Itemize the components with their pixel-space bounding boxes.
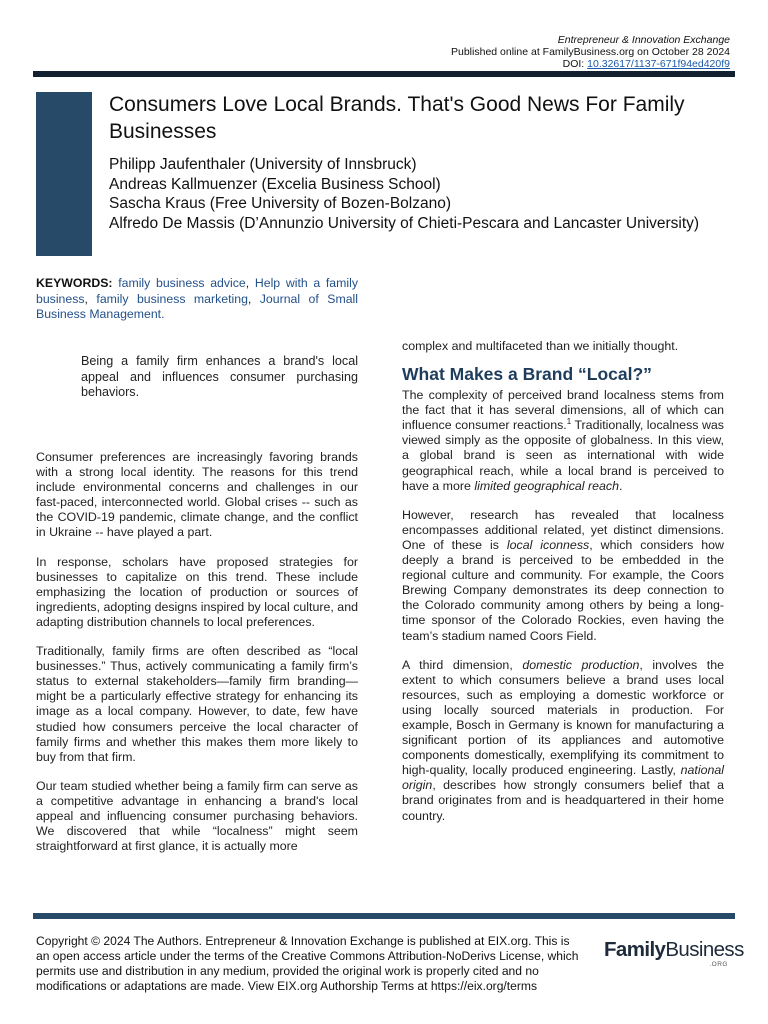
body-paragraph: Our team studied whether being a family firm can serve as a competitive advantage in enhancing a brand's local appeal and influencing consumer purchasing behaviors. We discovered that while “localness” might seem straightforward at first glance, it is actually more: [36, 778, 358, 854]
copyright-notice: Copyright © 2024 The Authors. Entrepreneur & Innovation Exchange is published at EIX.org. This is an open access article under the terms of the Creative Commons Attribution-NoDerivs License, which permits use and distribution in any medium, provided the original work is properly cited and no modifications or adaptations are made. View EIX.org Authorship Terms at https://eix.org/terms: [36, 934, 579, 994]
doi-label: DOI:: [562, 58, 588, 70]
author-item: Philipp Jaufenthaler (University of Innsbruck): [109, 156, 417, 173]
text-run: The complexity of perceived brand localness stems from the fact that it has several dimensions, all of which can influence consumer reactions.: [402, 388, 724, 433]
doi-line: [451, 58, 730, 70]
author-item: Alfredo De Massis (D’Annunzio University of Chieti-Pescara and Lancaster University): [109, 214, 700, 232]
journal-name: Entrepreneur & Innovation Exchange: [557, 34, 730, 46]
text-run: Traditionally, localness was viewed simply as the opposite of globalness. In this view, a global brand is seen as international with wide geographical reach, while a local brand is perceived to have a more: [402, 418, 724, 493]
author-item: Sascha Kraus (Free University of Bozen-Bolzano): [109, 195, 452, 212]
text-run: .: [618, 478, 623, 493]
author-list: [109, 155, 709, 233]
header-rule: [33, 71, 735, 77]
logo-word-business: Business: [665, 938, 744, 961]
keyword-link[interactable]: Help with a family business: [36, 276, 359, 306]
left-column: [36, 450, 358, 868]
keywords-label: KEYWORDS:: [36, 276, 113, 290]
title-accent-bar: [36, 92, 92, 256]
body-paragraph: Consumer preferences are increasingly favoring brands with a strong local identity. The reasons for this trend include environmental concerns and challenges in our fast-paced, interconnected world. Global crises -- such as the COVID-19 pandemic, climate change, and the conflict in Ukraine -- have played a part.: [36, 450, 358, 540]
body-paragraph: [402, 388, 724, 494]
text-run: , involves the extent to which consumers believe a brand uses local resources, such as employing a domestic workforce or using locally sourced materials in production. For example, Bosch in Germany is known for manufacturing a significant portion of its appliances and automotive components domestically, exemplifying its commitment to high-quality, locally produced engineering. Lastly,: [402, 657, 724, 778]
emphasis-term: local iconness: [506, 537, 590, 552]
body-paragraph: In response, scholars have proposed strategies for businesses to capitalize on this trend. These include emphasizing the location of production or sources of ingredients, adopting designs inspired by local culture, and adapting distribution channels to local preferences.: [36, 554, 358, 629]
section-heading: What Makes a Brand “Local?”: [402, 364, 652, 385]
emphasis-term: national origin: [402, 763, 724, 793]
familybusiness-logo[interactable]: [604, 938, 744, 973]
published-line: Published online at FamilyBusiness.org on October 28 2024: [451, 46, 730, 58]
footnote-ref[interactable]: 1: [566, 417, 572, 427]
footer-rule: [33, 913, 735, 919]
publication-meta: [451, 34, 730, 70]
emphasis-term: domestic production: [522, 657, 640, 672]
keywords-end: .: [161, 307, 165, 321]
author-item: Andreas Kallmuenzer (Excelia Business School): [109, 175, 441, 193]
body-paragraph: Traditionally, family firms are often described as “local businesses.” Thus, actively communicating a family firm’s status to external stakeholders—family firm branding—might be a particularly effective strategy for enhancing its image as a local company. However, to date, few have studied how consumers perceive the local character of family firms and whether this makes them more likely to buy from that firm.: [36, 644, 358, 764]
doi-link[interactable]: 10.32617/1137-671f94ed420f9: [587, 58, 730, 70]
text-run: , which considers how deeply a brand is perceived to be embedded in the regional culture and community. For example, the Coors Brewing Company demonstrates its deep connection to the Colorado community among others by being a long-time sponsor of the Colorado Rockies, even having the team’s stadium named Coors Field.: [402, 537, 724, 643]
body-paragraph: [402, 508, 724, 644]
continuation-paragraph: complex and multifaceted than we initially thought.: [402, 339, 679, 353]
article-title: Consumers Love Local Brands. That's Good News For Family Businesses: [109, 93, 685, 143]
emphasis-term: limited geographical reach: [474, 478, 619, 493]
logo-tld: .ORG: [709, 961, 728, 968]
body-paragraph: [402, 658, 724, 824]
text-run: A third dimension,: [402, 657, 523, 672]
right-column: [402, 339, 724, 838]
logo-word-family: Family: [604, 938, 666, 961]
keyword-link[interactable]: family business advice: [118, 276, 246, 290]
pull-quote: Being a family firm enhances a brand's local appeal and influences consumer purchasing behaviors.: [81, 354, 358, 399]
keyword-link[interactable]: Journal of Small Business Management: [36, 291, 358, 321]
keyword-link[interactable]: family business marketing: [96, 291, 248, 306]
logo-wordmark: [604, 938, 744, 961]
text-run: However, research has revealed that localness encompasses additional related, yet distinct dimensions. One of these is: [402, 507, 724, 552]
keywords-block: KEYWORDS: family business advice, Help with a family business, family business marketing, Journal of Small Business Management.: [36, 276, 359, 321]
text-run: , describes how strongly consumers belief that a brand originates from and is headquartered in their home country.: [402, 778, 724, 823]
